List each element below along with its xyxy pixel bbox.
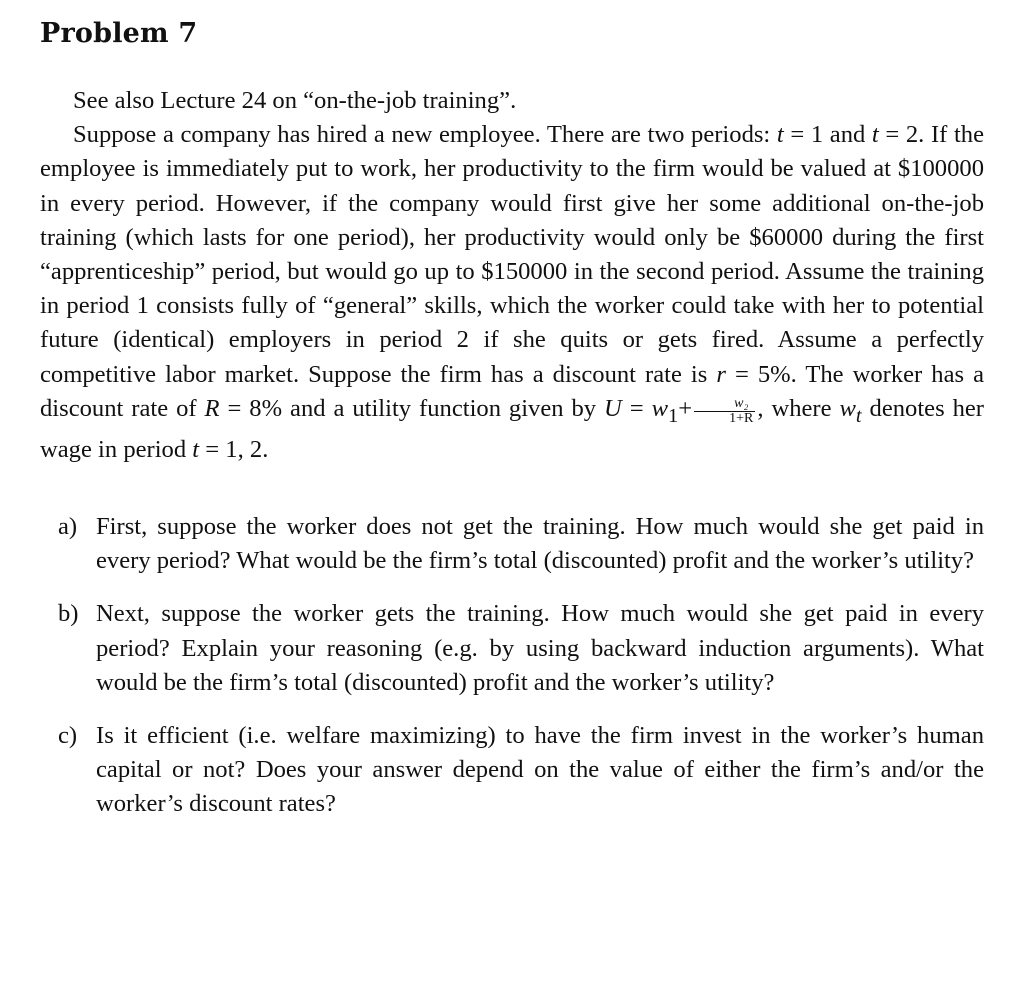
intro-line: See also Lecture 24 on “on-the-job training”.: [73, 87, 517, 114]
question-b: [40, 597, 984, 700]
text-segment: = 1, 2.: [199, 435, 269, 463]
text-segment: and: [823, 121, 872, 149]
math-R: R: [204, 394, 220, 422]
math-r: r: [716, 360, 726, 388]
math-wt: w: [839, 394, 856, 422]
math-U: U: [604, 394, 622, 422]
text-segment: ,: [757, 394, 764, 422]
text-segment: = 2. If the employee is immediately put to work, her productivity to the firm would be valued at $100000 in every period. However, if the company would first give her some additional on-the-job training (which lasts for one period), her productivity would only be $60000 during the first “apprenticeship” period, but would go up to $150000 in the second period. Assume the training in period 1 consists fully of “general” skills, which the worker could take with her to potential future (identical) employers in period 2 if she quits or gets fired. Assume a perfectly competitive labor market. Suppose the firm has a discount rate is: [40, 121, 984, 388]
question-a: [40, 510, 984, 578]
question-text: Is it efficient (i.e. welfare maximizing) to have the firm invest in the worker’s human capital or not? Does your answer depend on the value of either the firm’s and/or the worker’s discount rates?: [96, 722, 984, 818]
question-label: b): [58, 600, 79, 628]
math-t: t: [776, 121, 784, 149]
text-segment: = 8% and a utility function given by: [219, 394, 605, 422]
fraction-numerator: w₂: [694, 397, 755, 412]
text-segment: =: [621, 394, 652, 422]
question-text: Next, suppose the worker gets the training. How much would she get paid in every period? Explain your reasoning (e.g. by using backward induction arguments). What would be the firm’s total (discounted) profit and the worker’s utility?: [96, 600, 984, 696]
problem-paragraph: [40, 118, 984, 467]
math-w1: w: [651, 394, 668, 422]
math-wt-subscript: t: [855, 404, 862, 427]
math-plus: +: [678, 394, 693, 422]
text-segment: Suppose a company has hired a new employee. There are two periods:: [73, 121, 777, 149]
text-segment: = 1: [783, 121, 824, 149]
question-list: [40, 510, 984, 841]
text-segment: = 5%. The worker has a discount rate of: [40, 360, 984, 422]
math-t: t: [192, 435, 200, 463]
question-c: [40, 719, 984, 822]
text-segment: where: [763, 394, 840, 422]
problem-statement: [40, 84, 984, 467]
question-label: c): [58, 722, 78, 750]
math-fraction: [694, 397, 755, 426]
fraction-denominator: 1+R: [729, 410, 754, 426]
question-label: a): [58, 513, 78, 540]
math-w1-subscript: 1: [667, 404, 679, 427]
math-t: t: [871, 121, 879, 149]
problem-title: Problem 7: [40, 18, 198, 49]
question-text: First, suppose the worker does not get the training. How much would she get paid in every period? What would be the firm’s total (discounted) profit and the worker’s utility?: [96, 513, 984, 575]
text-segment: denotes her wage in period: [40, 394, 984, 463]
